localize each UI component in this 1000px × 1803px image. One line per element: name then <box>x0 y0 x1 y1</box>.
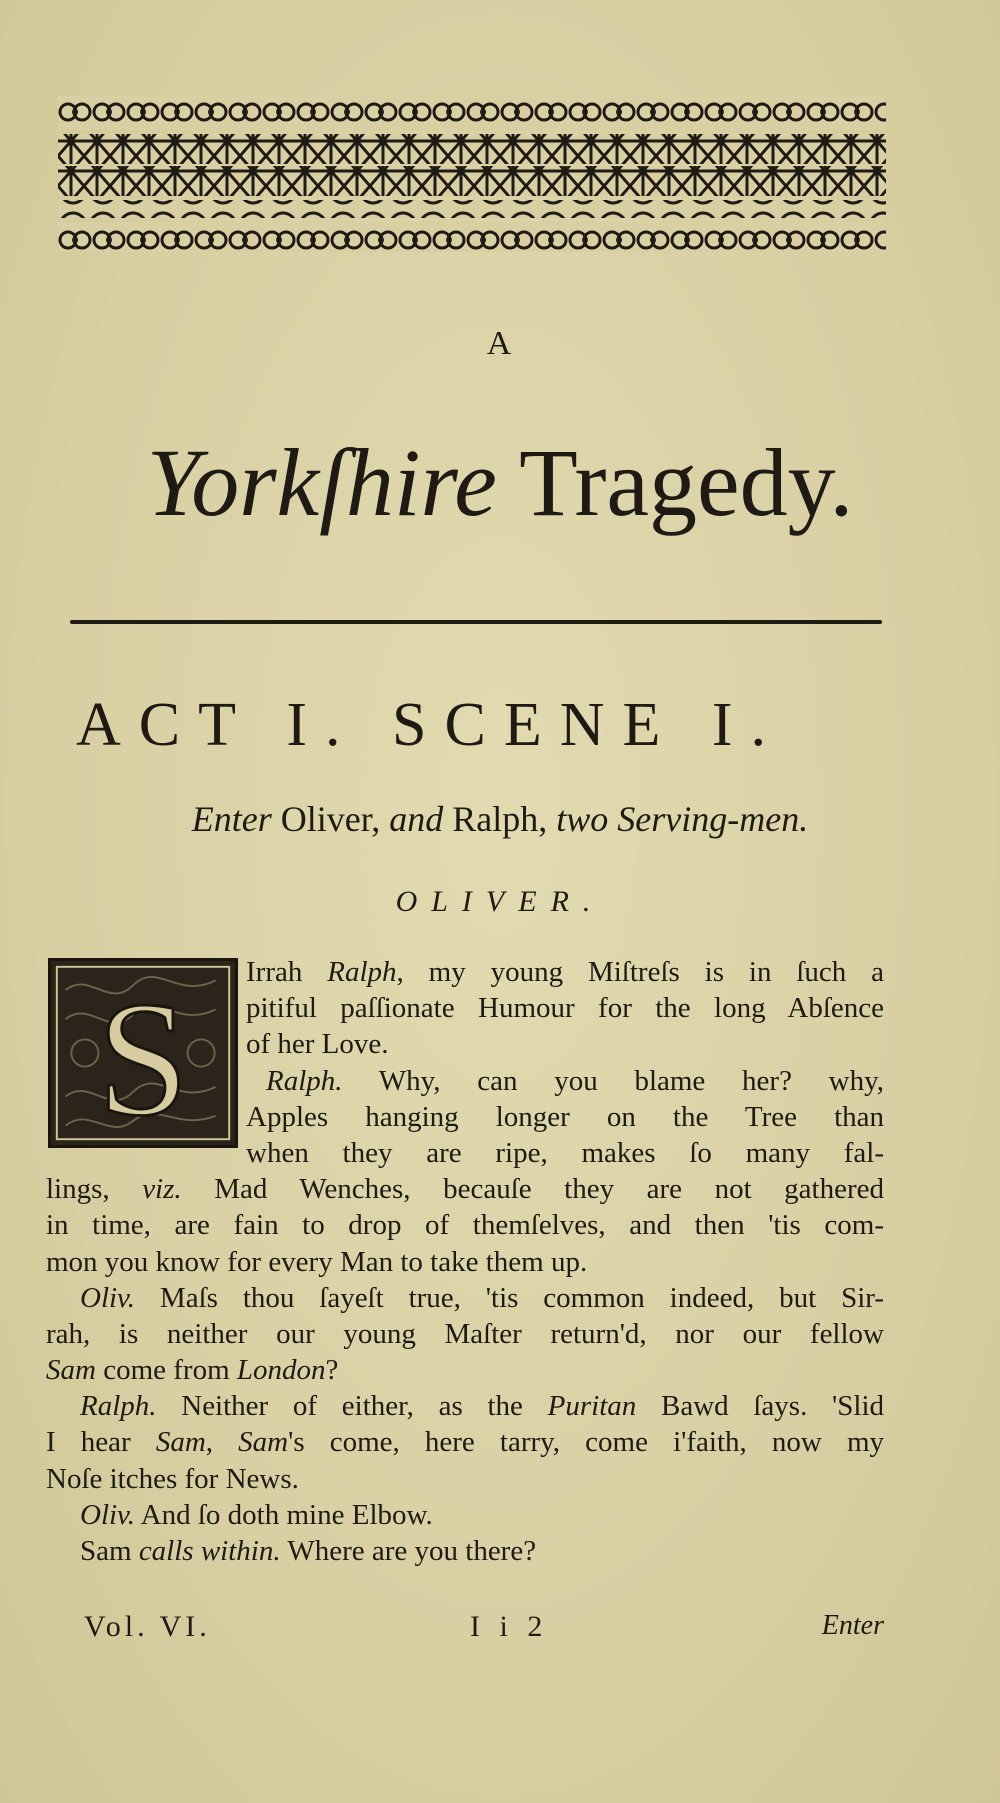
dialogue-text <box>46 954 884 1569</box>
stage-and: and <box>389 799 444 839</box>
stage-name-ralph: Ralph, <box>452 799 548 839</box>
text-line: Sam calls within. Where are you there? <box>80 1535 537 1567</box>
signature-mark: I i 2 <box>470 1610 549 1643</box>
text-line: Irrah Ralph, my young Miſtreſs is in ſuch a <box>246 956 885 988</box>
horizontal-rule <box>70 620 882 624</box>
ornamental-headpiece <box>58 96 886 256</box>
text-line: in time, are fain to drop of themſelves, and then 'tis com- <box>46 1209 884 1242</box>
stage-direction <box>0 798 1000 840</box>
text-line: of her Love. <box>246 1028 389 1061</box>
text-line: when they are ripe, makes ſo many fal- <box>246 1136 884 1169</box>
text-line: Oliv. Maſs thou ſayeſt true, 'tis common indeed, but Sir- <box>80 1281 884 1314</box>
text-line: lings, viz. Mad Wenches, becauſe they are not gathered <box>46 1173 884 1206</box>
text-line: Ralph. Why, can you blame her? why, <box>266 1064 884 1097</box>
title-tragedy: Tragedy. <box>519 429 854 536</box>
text-line: I hear Sam, Sam's come, here tarry, come i'faith, now my <box>46 1426 885 1459</box>
title-article: A <box>486 325 514 362</box>
text-line: Ralph. Neither of either, as the Puritan Bawd ſays. 'Slid <box>80 1390 885 1423</box>
title-yorkshire: Yorkſhire <box>146 429 497 536</box>
text-line: Noſe itches for News. <box>46 1462 299 1495</box>
stage-serving-men: two Serving-men. <box>556 799 809 839</box>
catchword: Enter <box>821 1610 884 1641</box>
page-title <box>0 429 1000 536</box>
text-line: Apples hanging longer on the Tree than <box>246 1100 884 1133</box>
scene-heading: ACT I. SCENE I. <box>76 691 785 759</box>
stage-name-oliver: Oliver, <box>280 799 381 839</box>
svg-text:S: S <box>97 967 189 1145</box>
stage-enter: Enter <box>191 799 272 839</box>
text-line: mon you know for every Man to take them up. <box>46 1245 588 1278</box>
headpiece-ornament-icon <box>58 96 886 256</box>
speaker-heading: OLIVER. <box>395 885 605 918</box>
volume-label: Vol. VI. <box>84 1610 211 1643</box>
text-line: Sam come from London? <box>46 1354 339 1387</box>
text-line: rah, is neither our young Maſter return'd, nor our fellow <box>46 1317 884 1350</box>
text-line: pitiful paſſionate Humour for the long Abſence <box>246 992 884 1025</box>
text-line: Oliv. And ſo doth mine Elbow. <box>80 1498 433 1531</box>
